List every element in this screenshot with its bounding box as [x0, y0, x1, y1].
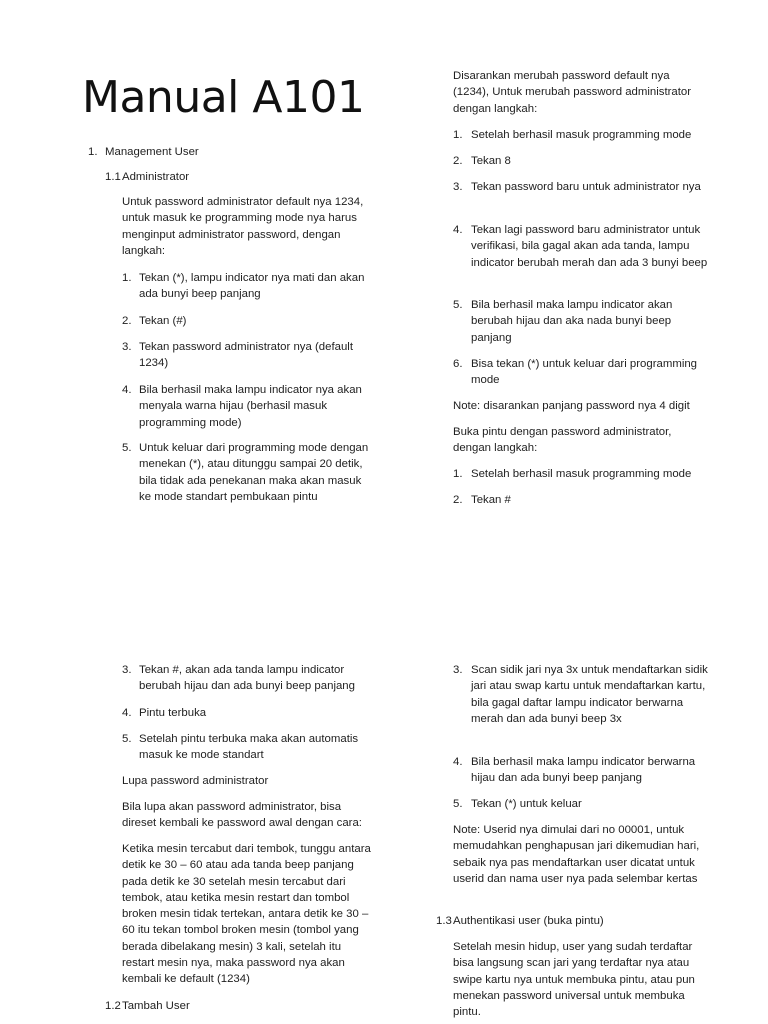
subsection-heading-tambah-user [105, 998, 345, 1014]
subsection-label: Administrator [122, 171, 190, 183]
list-number: 4. [122, 707, 132, 719]
open-door-intro: Buka pintu dengan password administrator, dengan langkah: [453, 426, 672, 455]
list-item [453, 796, 708, 812]
section-heading-management-user [88, 144, 328, 160]
list-number: 4. [453, 756, 463, 768]
document-title: Manual A101 [82, 72, 365, 123]
list-text: Setelah berhasil masuk programming mode [471, 129, 692, 141]
list-number: 1. [453, 468, 463, 480]
subsection-label: Tambah User [122, 1000, 190, 1012]
section-label: Management User [105, 146, 199, 158]
password-length-note: Note: disarankan panjang password nya 4 digit [453, 400, 690, 412]
list-text: Setelah pintu terbuka maka akan automatis masuk ke mode standart [139, 733, 359, 762]
list-text: Scan sidik jari nya 3x untuk mendaftarkan sidik jari atau swap kartu untuk mendaftarkan kartu, bila gagal daftar lampu indicator berwarna merah dan ada bunyi beep 3x [471, 664, 708, 725]
list-item [122, 313, 372, 329]
list-item [453, 127, 713, 143]
list-text: Bila berhasil maka lampu indicator akan berubah hijau dan aka nada bunyi beep panjang [471, 299, 673, 344]
list-number: 1. [88, 146, 98, 158]
list-item [453, 356, 708, 389]
list-item [453, 466, 713, 482]
list-text: Tekan password baru untuk administrator nya [471, 181, 701, 193]
forgot-password-intro: Bila lupa akan password administrator, bisa direset kembali ke password awal dengan cara: [122, 801, 362, 830]
list-text: Bila berhasil maka lampu indicator nya akan menyala warna hijau (berhasil masuk programming mode) [139, 384, 362, 429]
admin-intro-paragraph: Untuk password administrator default nya 1234, untuk masuk ke programming mode nya harus menginput administrator password, dengan langkah: [122, 196, 364, 257]
change-password-intro: Disarankan merubah password default nya (1234), Untuk merubah password administrator dengan langkah: [453, 70, 692, 115]
list-item [122, 382, 372, 431]
list-item [453, 153, 713, 169]
list-text: Tekan #, akan ada tanda lampu indicator berubah hijau dan ada bunyi beep panjang [139, 664, 355, 693]
list-item [122, 440, 372, 505]
list-number: 3. [453, 664, 463, 676]
list-text: Tekan password administrator nya (default 1234) [139, 341, 353, 370]
list-item [453, 662, 708, 727]
list-number: 4. [122, 384, 132, 396]
list-item [453, 222, 708, 271]
list-number: 1.3 [436, 915, 452, 927]
list-item [122, 270, 372, 303]
list-item [122, 731, 372, 764]
list-number: 3. [453, 181, 463, 193]
list-item [453, 297, 708, 346]
list-number: 2. [453, 494, 463, 506]
list-item [122, 339, 372, 372]
list-number: 1.1 [105, 171, 121, 183]
list-number: 1.2 [105, 1000, 121, 1012]
forgot-password-procedure: Ketika mesin tercabut dari tembok, tunggu antara detik ke 30 – 60 atau ada tanda beep panjang pada detik ke 30 setelah mesin tercabut dari tembok, atau ketika mesin restart dan tombol broken mesin tidak tertekan, antara detik ke 30 – 60 itu tekan tombol broken mesin (tombol yang berada dibelakang mesin) 3 kali, setelah itu restart mesin nya, maka password nya akan kembali ke default (1234) [122, 843, 371, 986]
list-item [122, 705, 372, 721]
list-number: 4. [453, 224, 463, 236]
list-item [122, 662, 372, 695]
list-text: Tekan 8 [471, 155, 511, 167]
list-number: 5. [122, 733, 132, 745]
list-text: Tekan (#) [139, 315, 187, 327]
list-text: Setelah berhasil masuk programming mode [471, 468, 692, 480]
list-text: Pintu terbuka [139, 707, 207, 719]
list-item [453, 754, 708, 787]
list-text: Tekan # [471, 494, 511, 506]
authentication-paragraph: Setelah mesin hidup, user yang sudah terdaftar bisa langsung scan jari yang terdaftar nya atau swipe kartu nya untuk membuka pintu, atau pun menekan password universal untuk membuka pintu. [453, 941, 695, 1019]
subsection-heading-administrator [105, 169, 345, 185]
list-number: 3. [122, 341, 132, 353]
list-text: Tekan (*) untuk keluar [471, 798, 582, 810]
list-text: Bisa tekan (*) untuk keluar dari programming mode [471, 358, 698, 387]
forgot-password-heading: Lupa password administrator [122, 775, 269, 787]
list-number: 1. [453, 129, 463, 141]
list-text: Untuk keluar dari programming mode dengan menekan (*), atau ditunggu sampai 20 detik, bila tidak ada penekanan maka akan masuk ke mode standart pembukaan pintu [139, 442, 369, 503]
list-number: 3. [122, 664, 132, 676]
subsection-label: Authentikasi user (buka pintu) [453, 915, 604, 927]
list-number: 1. [122, 272, 132, 284]
list-number: 6. [453, 358, 463, 370]
list-item [453, 179, 708, 195]
list-number: 5. [453, 299, 463, 311]
list-number: 2. [122, 315, 132, 327]
list-item [453, 492, 713, 508]
list-text: Bila berhasil maka lampu indicator berwarna hijau dan ada bunyi beep panjang [471, 756, 696, 785]
list-number: 5. [453, 798, 463, 810]
userid-note: Note: Userid nya dimulai dari no 00001, untuk memudahkan penghapusan jari dikemudian hari, sebaik nya pas mendaftarkan user dicatat untuk userid dan nama user nya pada selembar kertas [453, 824, 700, 885]
list-text: Tekan (*), lampu indicator nya mati dan akan ada bunyi beep panjang [139, 272, 365, 301]
subsection-heading-authentikasi [436, 913, 706, 929]
list-number: 2. [453, 155, 463, 167]
list-text: Tekan lagi password baru administrator untuk verifikasi, bila gagal akan ada tanda, lampu indicator berubah merah dan ada 3 bunyi beep [471, 224, 708, 269]
list-number: 5. [122, 442, 132, 454]
